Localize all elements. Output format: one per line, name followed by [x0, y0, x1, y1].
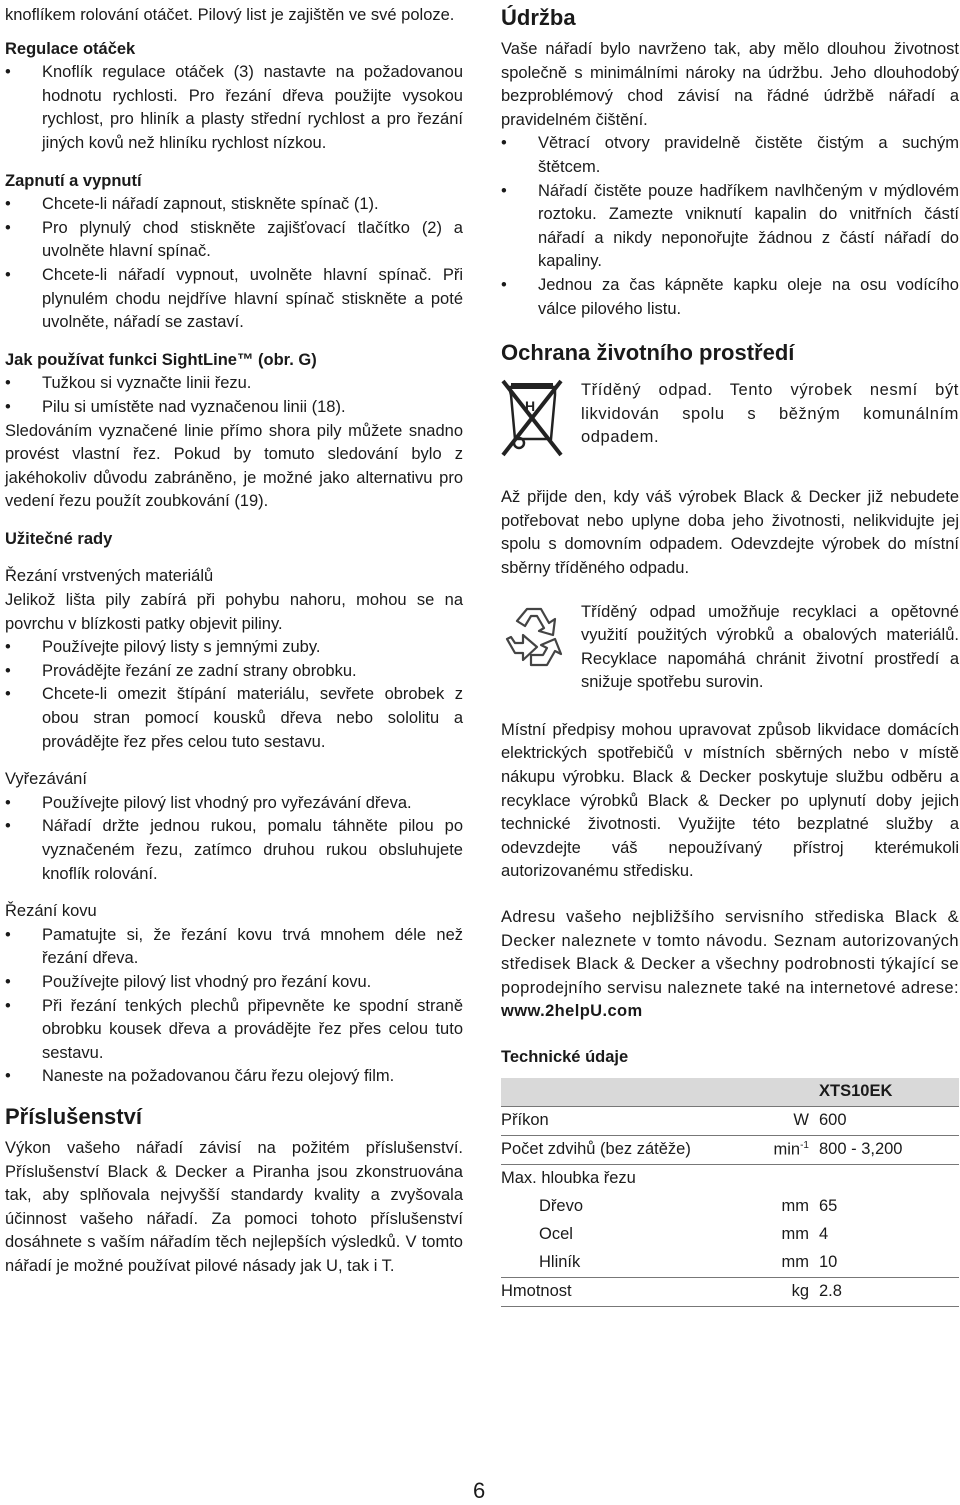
table-row: Příkon W 600 [501, 1106, 959, 1135]
list-item: • Pilu si umístěte nad vyznačenou linii (18). [5, 396, 463, 420]
list-item: • Knoflík regulace otáček (3) nastavte na požadovanou hodnotu rychlosti. Pro řezání dřeva použijte vysokou rychlost, pro hliník a plasty střední rychlost a pro řezání jiných kovů než hliníku rychlost nízkou. [5, 61, 463, 155]
list-item: • Pamatujte si, že řezání kovu trvá mnohem déle než řezání dřeva. [5, 924, 463, 971]
left-column [5, 4, 463, 1279]
metal-heading: Řezání kovu [5, 902, 97, 921]
list-item: • Naneste na požadovanou čáru řezu olejový film. [5, 1065, 463, 1089]
intro-text: knoflíkem rolování otáčet. Pilový list je zajištěn ve své poloze. [5, 6, 455, 24]
speed-list [5, 61, 463, 155]
waste-paragraph: Až přijde den, kdy váš výrobek Black & Decker již nebudete potřebovat nebo uplyne doba jeho životnosti, nelikvidujte jej spolu s domovním odpadem. Odevzdejte výrobek do místní sběrny tříděného odpadu. [501, 488, 959, 577]
maintenance-list [501, 132, 959, 321]
list-item: • Používejte pilový list vhodný pro řezání kovu. [5, 971, 463, 995]
onoff-list [5, 193, 463, 335]
list-item: • Chcete-li nářadí vypnout, uvolněte hlavní spínač. Při plynulém chodu nejdříve hlavní spínač stiskněte a poté uvolněte, nářadí se zastaví. [5, 264, 463, 335]
accessories-text: Výkon vašeho nářadí závisí na požitém příslušenství. Příslušenství Black & Decker a Piranha jsou zkonstruována tak, aby splňovala nejvyšší standardy kvality a zvyšovala účinnost vašeho nářadí. Za pomoci tohoto příslušenství dosáhnete s vaším nářadím těch nejlepších výsledků. V tomto nářadí je možné používat pilové násady jak U, tak i T. [5, 1138, 463, 1275]
laminate-list [5, 636, 463, 754]
list-item: • Provádějte řezání ze zadní strany obrobku. [5, 660, 463, 684]
table-row [501, 1078, 959, 1107]
laminate-heading: Řezání vrstvených materiálů [5, 567, 214, 586]
local-paragraph: Místní předpisy mohou upravovat způsob likvidace domácích elektrických spotřebičů v místních sběrných nebo v místě nákupu výrobku. Black & Decker poskytuje službu odběru a recyklace výrobků Black & Decker po uplynutí doby jejich technické životnosti. Využijte této bezplatné služby a odevzdejte váš nepoužívaný přístroj kterémukoli autorizovanému středisku. [501, 720, 959, 881]
waste-block [501, 379, 959, 464]
spec-model: XTS10EK [819, 1078, 959, 1107]
address-paragraph [501, 906, 959, 1024]
spec-table [501, 1078, 959, 1307]
table-row: Max. hloubka řezu [501, 1169, 636, 1188]
svg-text:H: H [525, 398, 536, 415]
cutout-heading: Vyřezávání [5, 770, 87, 789]
table-row: Hmotnost kg 2.8 [501, 1277, 959, 1306]
page-number: 6 [473, 1478, 486, 1503]
maintenance-text: Vaše nářadí bylo navrženo tak, aby mělo dlouhou životnost společně s minimálními nároky na údržbu. Jeho dlouhodobý bezproblémový chod závisí na řádné údržbě nářadí a pravidelném čištění. [501, 40, 959, 129]
list-item: • Pro plynulý chod stiskněte zajišťovací tlačítko (2) a uvolněte hlavní spínač. [5, 217, 463, 264]
list-item: • Tužkou si vyznačte linii řezu. [5, 372, 463, 396]
sightline-list [5, 372, 463, 419]
recycle-text: Tříděný odpad umožňuje recyklaci a opětovné využití použitých výrobků a obalových materiálů. Recyklace napomáhá chránit životní prostředí a snižuje spotřebu surovin. [581, 602, 959, 692]
recycle-block [501, 601, 959, 695]
tips-heading: Užitečné rady [5, 529, 113, 548]
list-item: • Jednou za čas kápněte kapku oleje na osu vodícího válce pilového listu. [501, 274, 959, 321]
metal-list [5, 924, 463, 1089]
waste-text: Tříděný odpad. Tento výrobek nesmí být likvidován spolu s běžným komunálním odpadem. [581, 381, 959, 447]
address-text: Adresu vašeho nejbližšího servisního střediska Black & Decker naleznete v tomto návodu. Seznam autorizovaných středisek Black & Decker a všechny podrobnosti týkající se poprodejního servisu naleznete také na internetové adrese: [501, 908, 959, 997]
address-url-link[interactable]: www.2helpU.com [501, 1002, 643, 1021]
right-column [501, 4, 959, 1307]
crossed-out-wheelie-bin-icon [501, 379, 581, 464]
list-item: • Chcete-li omezit štípání materiálu, sevřete obrobek z obou stran pomocí kousků dřeva nebo sololitu a provádějte řez přes celou tuto sestavu. [5, 683, 463, 754]
recycle-icon [501, 601, 581, 676]
sightline-text: Sledováním vyznačené linie přímo shora pily můžete snadno provést vlastní řez. Pokud by tomuto sledování bylo z jakéhokoliv důvodu zabráněno, je možné jako alternativu pro vedení řezu použít zoubkování (19). [5, 421, 463, 511]
environment-heading: Ochrana životního prostředí [501, 340, 795, 366]
table-row: Počet zdvihů (bez zátěže) $\min^{-1}$ 800 - 3,200 [501, 1135, 959, 1164]
list-item: • Používejte pilový list vhodný pro vyřezávání dřeva. [5, 792, 463, 816]
speed-heading: Regulace otáček [5, 39, 136, 58]
table-row: Dřevo mm 65 [539, 1197, 838, 1216]
list-item: • Používejte pilový listy s jemnými zuby. [5, 636, 463, 660]
table-row: Hliník mm 10 [501, 1249, 959, 1278]
table-row: Ocel mm 4 [539, 1225, 829, 1244]
list-item: • Větrací otvory pravidelně čistěte čistým a suchým štětcem. [501, 132, 959, 179]
laminate-text: Jelikož lišta pily zabírá při pohybu nahoru, mohou se na povrchu v blízkosti patky objevit piliny. [5, 591, 463, 633]
cutout-list [5, 792, 463, 886]
maintenance-heading: Údržba [501, 5, 576, 30]
list-item: • Chcete-li nářadí zapnout, stiskněte spínač (1). [5, 193, 463, 217]
list-item: • Při řezání tenkých plechů připevněte ke spodní straně obrobku kousek dřeva a provádějte řez přes celou tuto sestavu. [5, 995, 463, 1066]
list-item: • Nářadí čistěte pouze hadříkem navlhčeným v mýdlovém roztoku. Zamezte vniknutí kapalin do vnitřních částí nářadí a nikdy neponořujte žádnou z částí nářadí do kapaliny. [501, 180, 959, 274]
accessories-heading: Příslušenství [5, 1103, 142, 1129]
list-item: • Nářadí držte jednou rukou, pomalu táhněte pilou po vyznačeném řezu, zatímco druhou rukou obsluhujete knoflík rolování. [5, 815, 463, 886]
onoff-heading: Zapnutí a vypnutí [5, 171, 142, 190]
spec-heading: Technické údaje [501, 1048, 629, 1066]
sightline-heading: Jak používat funkci SightLine™ (obr. G) [5, 350, 317, 369]
